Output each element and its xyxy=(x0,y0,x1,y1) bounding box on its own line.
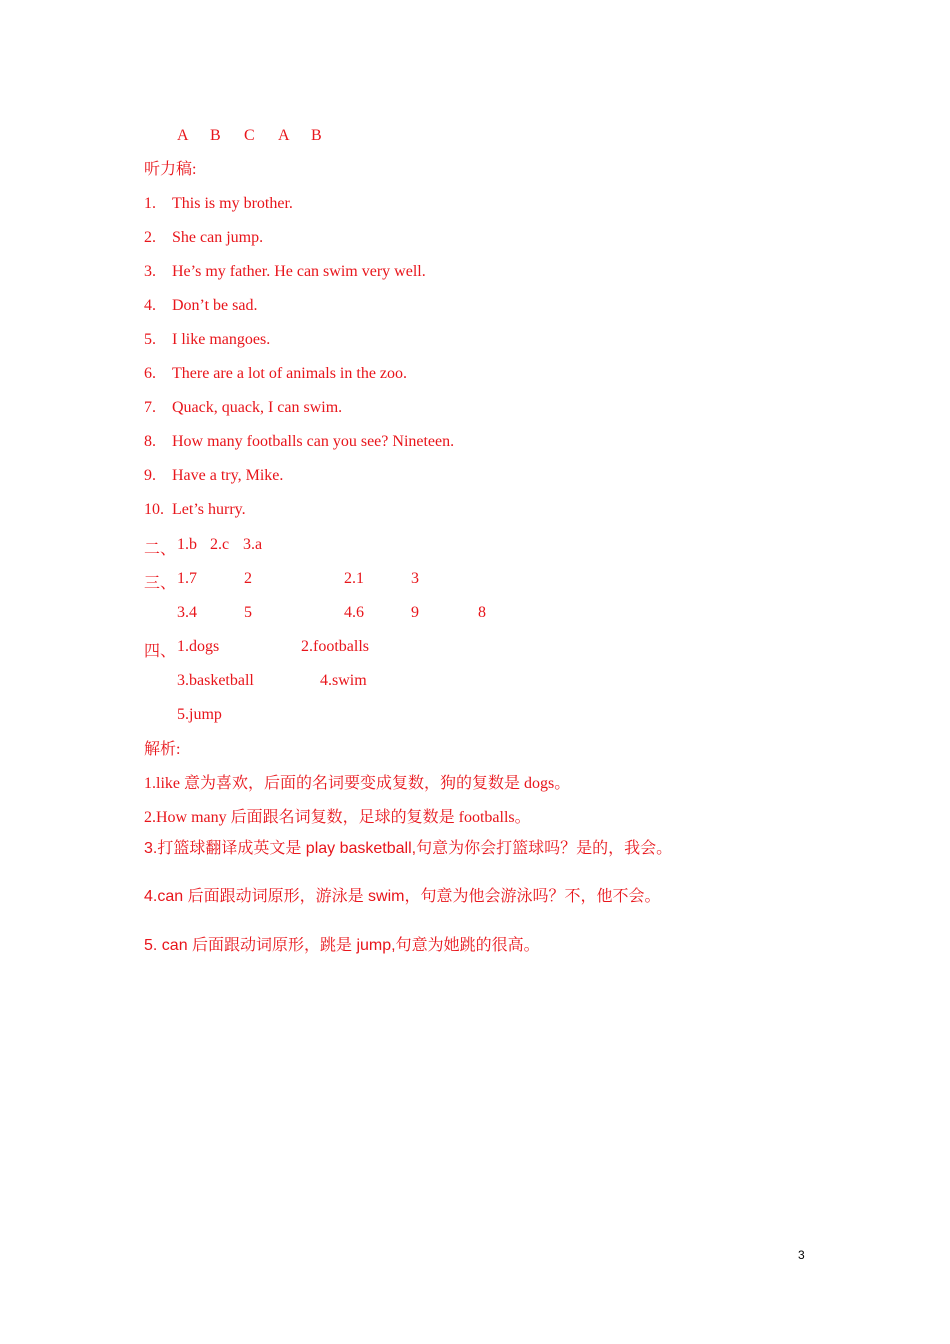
analysis-heading: 解析: xyxy=(144,741,181,758)
section-label: 三、 xyxy=(144,575,177,592)
item-number: 1. xyxy=(144,195,156,212)
answer-item: 1.7 xyxy=(177,570,197,587)
answer-item: 1.dogs xyxy=(177,638,220,655)
analysis-line: 5. can 后面跟动词原形，跳是 jump,句意为她跳的很高。 xyxy=(144,937,540,954)
analysis-line: 1.like 意为喜欢，后面的名词要变成复数，狗的复数是 dogs。 xyxy=(144,775,571,792)
transcript-heading: 听力稿: xyxy=(144,161,197,178)
item-text: How many footballs can you see? Nineteen. xyxy=(172,433,455,450)
answer-item: 2.1 xyxy=(344,570,364,587)
item-number: 9. xyxy=(144,467,156,484)
answer-item: 5.jump xyxy=(177,706,222,723)
answer-letter: C xyxy=(244,127,255,144)
item-text: She can jump. xyxy=(172,229,264,246)
item-text: He’s my father. He can swim very well. xyxy=(172,263,426,280)
answer-item: 5 xyxy=(244,604,252,621)
analysis-line: 4.can 后面跟动词原形，游泳是 swim，句意为他会游泳吗？不，他不会。 xyxy=(144,888,661,905)
item-text: There are a lot of animals in the zoo. xyxy=(172,365,408,382)
answer-item: 4.6 xyxy=(344,604,364,621)
item-text: Let’s hurry. xyxy=(172,501,246,518)
answer-letter: B xyxy=(311,127,322,144)
item-text: Quack, quack, I can swim. xyxy=(172,399,343,416)
answer-item: 3.4 xyxy=(177,604,197,621)
list-item xyxy=(144,194,293,214)
answer-letter: B xyxy=(210,127,221,144)
answer-letter: A xyxy=(177,127,189,144)
item-number: 8. xyxy=(144,433,156,450)
item-number: 6. xyxy=(144,365,156,382)
item-number: 7. xyxy=(144,399,156,416)
item-number: 2. xyxy=(144,229,156,246)
item-text: I like mangoes. xyxy=(172,331,271,348)
answer-item: 2.footballs xyxy=(301,638,369,655)
answer-item: 9 xyxy=(411,604,419,621)
analysis-line: 3.打篮球翻译成英文是 play basketball,句意为你会打篮球吗？是的，我会。 xyxy=(144,840,673,857)
item-text: This is my brother. xyxy=(172,195,293,212)
answer-item: 2.c xyxy=(210,536,230,553)
item-text: Don’t be sad. xyxy=(172,297,258,314)
item-text: Have a try, Mike. xyxy=(172,467,284,484)
list-item xyxy=(144,330,271,350)
answer-item: 3 xyxy=(411,570,419,587)
item-number: 4. xyxy=(144,297,156,314)
answer-letter: A xyxy=(278,127,290,144)
answer-item: 8 xyxy=(478,604,486,621)
list-item xyxy=(144,228,264,248)
answer-item: 4.swim xyxy=(320,672,367,689)
page-number: 3 xyxy=(798,1248,805,1262)
analysis-line: 2.How many 后面跟名词复数，足球的复数是 footballs。 xyxy=(144,809,531,826)
list-item xyxy=(144,466,284,486)
list-item xyxy=(144,262,426,282)
item-number: 5. xyxy=(144,331,156,348)
answer-item: 3.basketball xyxy=(177,672,254,689)
list-item xyxy=(144,296,258,316)
answer-item: 2 xyxy=(244,570,252,587)
answer-item: 1.b xyxy=(177,536,197,553)
item-number: 3. xyxy=(144,263,156,280)
section-label: 二、 xyxy=(144,541,177,558)
list-item xyxy=(144,432,455,452)
answer-item: 3.a xyxy=(243,536,263,553)
list-item xyxy=(144,398,343,418)
list-item xyxy=(144,364,408,384)
item-number: 10. xyxy=(144,501,164,518)
section-label: 四、 xyxy=(144,643,177,660)
list-item xyxy=(144,500,246,520)
